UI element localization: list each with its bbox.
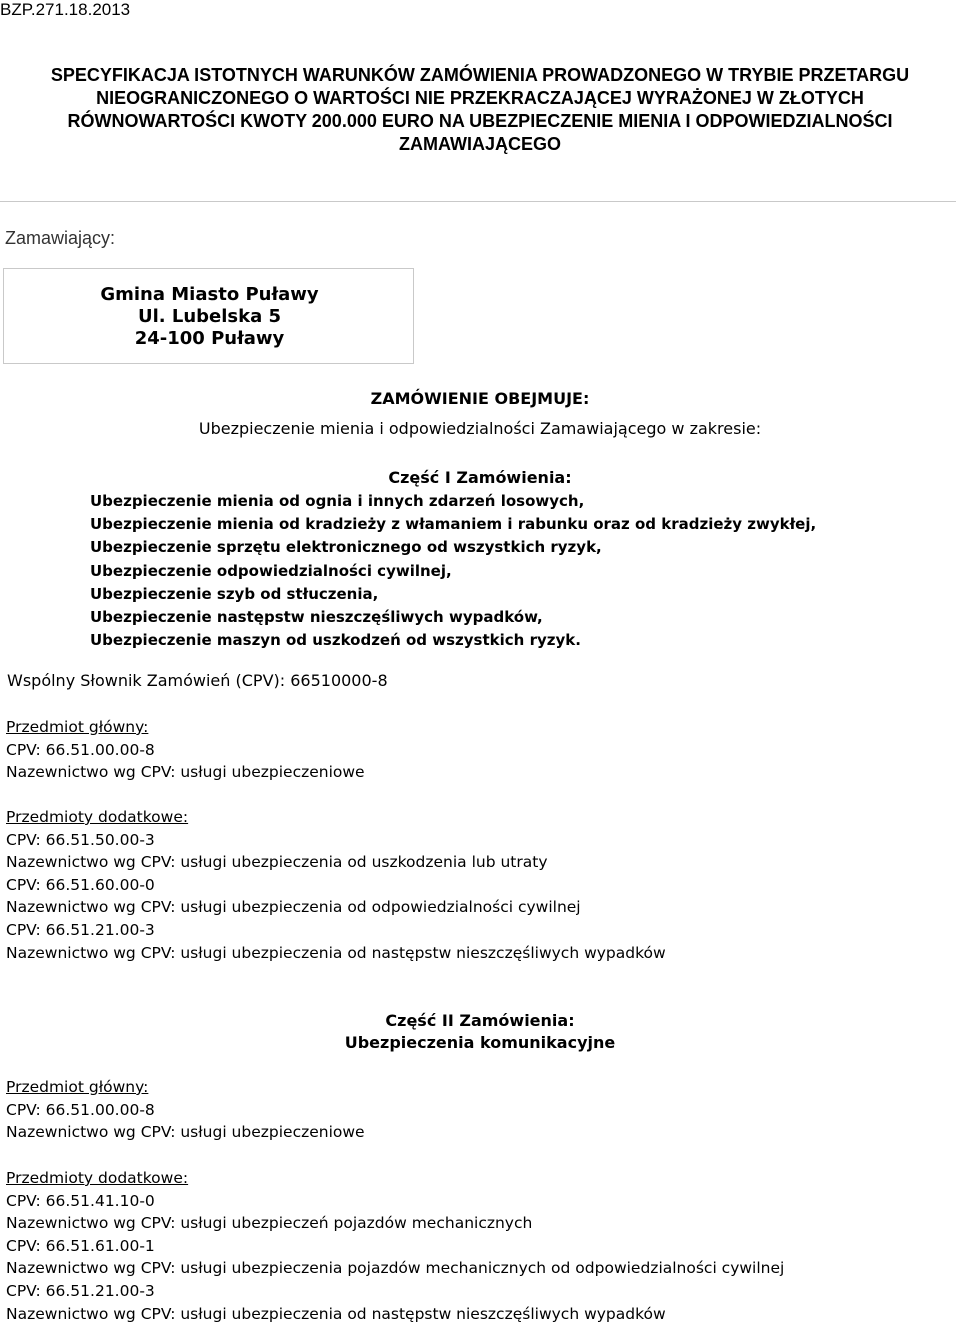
cpv-code: CPV: 66.51.21.00-3	[6, 920, 155, 939]
cpv-description: Nazewnictwo wg CPV: usługi ubezpieczenia od następstw nieszczęśliwych wypadków	[6, 943, 666, 962]
part2-main-subject	[6, 1076, 365, 1144]
cpv-code: CPV: 66.51.60.00-0	[6, 875, 155, 894]
additional-subjects-label: Przedmioty dodatkowe:	[6, 808, 189, 826]
title-line: NIEOGRANICZONEGO O WARTOŚCI NIE PRZEKRACZAJĄCEJ WYRAŻONEJ W ZŁOTYCH	[96, 88, 864, 108]
list-item: Ubezpieczenie mienia od kradzieży z włamaniem i rabunku oraz od kradzieży zwykłej,	[90, 515, 817, 534]
title-line: ZAMAWIAJĄCEGO	[399, 134, 561, 154]
part1-heading: Część I Zamówienia:	[388, 468, 572, 487]
cpv-code: CPV: 66.51.41.10-0	[6, 1191, 155, 1210]
party-city: 24-100 Puławy	[134, 328, 285, 349]
list-item: Ubezpieczenie odpowiedzialności cywilnej,	[90, 561, 452, 580]
cpv-code: CPV: 66.51.00.00-8	[6, 1100, 155, 1119]
cpv-common-code: Wspólny Słownik Zamówień (CPV): 66510000-8	[7, 671, 388, 690]
cpv-description: Nazewnictwo wg CPV: usługi ubezpieczenia pojazdów mechanicznych od odpowiedzialności cywilnej	[6, 1259, 785, 1278]
main-subject-label: Przedmiot główny:	[6, 718, 149, 736]
cpv-code: CPV: 66.51.61.00-1	[6, 1236, 155, 1255]
contracting-party-box	[3, 268, 414, 364]
list-item: Ubezpieczenie następstw nieszczęśliwych wypadków,	[90, 608, 543, 627]
part1-main-subject	[6, 716, 365, 784]
list-item: Ubezpieczenie szyb od stłuczenia,	[90, 584, 379, 603]
cpv-description: Nazewnictwo wg CPV: usługi ubezpieczeń pojazdów mechanicznych	[6, 1214, 533, 1233]
section-divider	[0, 201, 956, 202]
part2-subheading: Ubezpieczenia komunikacyjne	[344, 1033, 616, 1052]
title-line: RÓWNOWARTOŚCI KWOTY 200.000 EURO NA UBEZPIECZENIE MIENIA I ODPOWIEDZIALNOŚCI	[67, 111, 893, 131]
cpv-description: Nazewnictwo wg CPV: usługi ubezpieczenia od uszkodzenia lub utraty	[6, 853, 548, 872]
cpv-code: CPV: 66.51.21.00-3	[6, 1281, 155, 1300]
part2-additional-subjects	[6, 1167, 784, 1325]
title-line: SPECYFIKACJA ISTOTNYCH WARUNKÓW ZAMÓWIENIA PROWADZONEGO W TRYBIE PRZETARGU	[50, 65, 910, 85]
cpv-description: Nazewnictwo wg CPV: usługi ubezpieczeniowe	[6, 1123, 365, 1142]
party-street: Ul. Lubelska 5	[137, 306, 282, 327]
cpv-description: Nazewnictwo wg CPV: usługi ubezpieczenia od następstw nieszczęśliwych wypadków	[6, 1304, 666, 1323]
scope-intro: Ubezpieczenie mienia i odpowiedzialności Zamawiającego w zakresie:	[198, 419, 762, 438]
document-reference: BZP.271.18.2013	[0, 0, 131, 19]
part2-heading: Część II Zamówienia:	[385, 1011, 575, 1030]
part1-additional-subjects	[6, 806, 666, 964]
main-subject-label: Przedmiot główny:	[6, 1078, 149, 1096]
cpv-code: CPV: 66.51.00.00-8	[6, 740, 155, 759]
scope-heading: ZAMÓWIENIE OBEJMUJE:	[370, 389, 590, 408]
cpv-description: Nazewnictwo wg CPV: usługi ubezpieczeniowe	[6, 763, 365, 782]
list-item: Ubezpieczenie sprzętu elektronicznego od wszystkich ryzyk,	[90, 538, 602, 557]
cpv-code: CPV: 66.51.50.00-3	[6, 830, 155, 849]
contracting-label: Zamawiający:	[5, 228, 116, 248]
cpv-description: Nazewnictwo wg CPV: usługi ubezpieczenia od odpowiedzialności cywilnej	[6, 898, 581, 917]
list-item: Ubezpieczenie mienia od ognia i innych zdarzeń losowych,	[90, 492, 585, 510]
additional-subjects-label: Przedmioty dodatkowe:	[6, 1169, 189, 1187]
part1-scope-list	[90, 490, 816, 652]
list-item: Ubezpieczenie maszyn od uszkodzeń od wszystkich ryzyk.	[90, 631, 581, 650]
party-name: Gmina Miasto Puławy	[100, 284, 319, 305]
document-title	[0, 64, 960, 156]
